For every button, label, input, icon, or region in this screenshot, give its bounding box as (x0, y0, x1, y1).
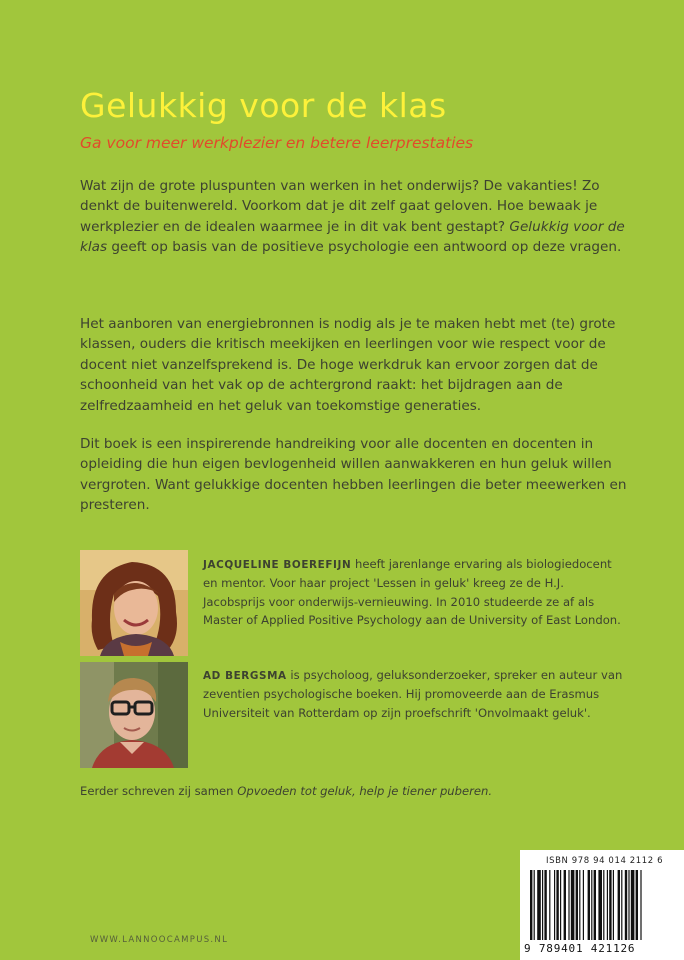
blurb-paragraph-1 (80, 176, 640, 258)
author-bio-text-ad: is psycholoog, geluksonderzoeker, spreker en auteur van zeventien psychologische boeken. Hij promoveerde aan de Erasmus Universiteit van Rotterdam op zijn proefschrift 'Onvolmaakt geluk'. (203, 668, 623, 720)
publisher-website: WWW.LANNOOCAMPUS.NL (90, 935, 229, 945)
barcode-digits: 9 789401 421126 (524, 942, 636, 955)
earlier-work-title: Opvoeden tot geluk, help je tiener puberen. (237, 784, 493, 798)
author-bio-jacqueline (203, 555, 623, 630)
author-photo-jacqueline (80, 550, 188, 656)
portrait-illustration (80, 662, 188, 768)
earlier-work-note (80, 784, 492, 798)
book-title: Gelukkig voor de klas (80, 86, 447, 125)
blurb-paragraph-1-text: Wat zijn de grote pluspunten van werken in het onderwijs? De vakanties! Zo denkt de buitenwereld. Voorkom dat je dit zelf gaat geloven. Hoe bewaak je werkplezier en de idealen waarmee je in dit vak bent gestapt? (80, 178, 600, 235)
author-photo-ad (80, 662, 188, 768)
isbn-barcode (520, 850, 684, 960)
author-bio-text-jacqueline: heeft jarenlange ervaring als biologiedocent en mentor. Voor haar project 'Lessen in geluk' kreeg ze de H.J. Jacobsprijs voor onderwijs-vernieuwing. In 2010 studeerde ze af als Master of Applied Positive Psychology aan de University of East London. (203, 557, 621, 628)
book-subtitle: Ga voor meer werkplezier en betere leerprestaties (80, 134, 474, 152)
blurb-paragraph-3: Dit boek is een inspirerende handreiking voor alle docenten en docenten in opleiding die hun eigen bevlogenheid willen aanwakkeren en hun geluk willen vergroten. Want gelukkige docenten hebben leerlingen die beter meewerken en presteren. (80, 436, 627, 514)
author-name-jacqueline: JACQUELINE BOEREFIJN (203, 559, 352, 571)
author-name-ad: AD BERGSMA (203, 670, 287, 682)
portrait-illustration (80, 550, 188, 656)
earlier-work-text: Eerder schreven zij samen (80, 784, 238, 798)
author-bio-ad (203, 666, 623, 722)
barcode-bars (528, 870, 678, 942)
blurb-paragraph-2: Het aanboren van energiebronnen is nodig als je te maken hebt met (te) grote klassen, ouders die kritisch meekijken en leerlingen voor wie respect voor de docent niet vanzelfsprekend is. De hoge werkdruk kan ervoor zorgen dat de schoonheid van het vak op de achtergrond raakt: het bijdragen aan de zelfredzaamheid en het geluk van toekomstige generaties. (80, 316, 616, 414)
isbn-label: ISBN 978 94 014 2112 6 (546, 856, 664, 866)
blurb-paragraph-1-text-end: geeft op basis van de positieve psychologie een antwoord op deze vragen. (107, 239, 622, 256)
blurb-book-title-italic: Gelukkig voor de klas (80, 218, 625, 256)
